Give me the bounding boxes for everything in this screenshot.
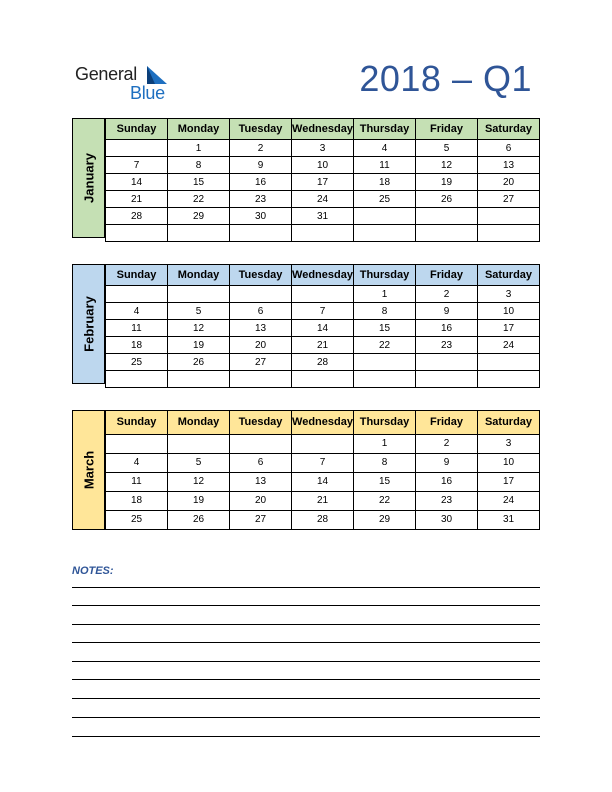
day-cell: 9 [416, 453, 478, 472]
weekday-header-row [106, 411, 540, 435]
day-cell: 28 [292, 510, 354, 529]
day-cell: 4 [106, 303, 168, 320]
note-line [72, 624, 540, 625]
day-cell: 6 [230, 303, 292, 320]
day-cell: 31 [292, 208, 354, 225]
month-block-january [72, 118, 540, 238]
day-cell: 28 [106, 208, 168, 225]
day-cell: 25 [106, 354, 168, 371]
note-line [72, 587, 540, 588]
day-cell: 7 [292, 453, 354, 472]
week-row [106, 320, 540, 337]
day-cell: 15 [168, 174, 230, 191]
day-cell: 17 [478, 472, 540, 491]
day-cell [416, 208, 478, 225]
weekday-header: Thursday [354, 119, 416, 140]
day-cell: 17 [478, 320, 540, 337]
week-row [106, 371, 540, 388]
month-label: February [72, 264, 105, 384]
day-cell [416, 371, 478, 388]
day-cell: 24 [292, 191, 354, 208]
day-cell: 6 [478, 140, 540, 157]
day-cell: 7 [106, 157, 168, 174]
day-cell: 2 [230, 140, 292, 157]
week-row [106, 453, 540, 472]
day-cell [230, 371, 292, 388]
day-cell: 29 [354, 510, 416, 529]
day-cell [478, 208, 540, 225]
note-line [72, 661, 540, 662]
weekday-header-row [106, 119, 540, 140]
day-cell: 8 [168, 157, 230, 174]
weekday-header: Sunday [106, 119, 168, 140]
calendar-table [105, 410, 540, 530]
day-cell: 23 [416, 491, 478, 510]
weekday-header-row [106, 265, 540, 286]
week-row [106, 286, 540, 303]
day-cell: 13 [478, 157, 540, 174]
weekday-header: Monday [168, 265, 230, 286]
day-cell: 17 [292, 174, 354, 191]
day-cell: 26 [168, 354, 230, 371]
note-line [72, 679, 540, 680]
day-cell: 20 [230, 337, 292, 354]
note-line [72, 717, 540, 718]
month-label: January [72, 118, 105, 238]
day-cell [168, 371, 230, 388]
day-cell: 7 [292, 303, 354, 320]
day-cell: 10 [292, 157, 354, 174]
day-cell: 3 [478, 434, 540, 453]
day-cell: 8 [354, 453, 416, 472]
day-cell: 14 [292, 320, 354, 337]
day-cell: 9 [230, 157, 292, 174]
day-cell: 29 [168, 208, 230, 225]
day-cell: 27 [230, 354, 292, 371]
day-cell: 1 [354, 286, 416, 303]
week-row [106, 472, 540, 491]
day-cell [168, 286, 230, 303]
day-cell: 23 [230, 191, 292, 208]
day-cell [168, 225, 230, 242]
day-cell [292, 225, 354, 242]
day-cell: 10 [478, 303, 540, 320]
week-row [106, 434, 540, 453]
week-row [106, 140, 540, 157]
day-cell: 20 [478, 174, 540, 191]
day-cell: 14 [292, 472, 354, 491]
day-cell [478, 371, 540, 388]
day-cell [478, 354, 540, 371]
day-cell: 18 [106, 337, 168, 354]
weekday-header: Friday [416, 265, 478, 286]
weekday-header: Saturday [478, 119, 540, 140]
week-row [106, 157, 540, 174]
day-cell [106, 286, 168, 303]
day-cell: 27 [230, 510, 292, 529]
day-cell: 18 [354, 174, 416, 191]
weekday-header: Tuesday [230, 119, 292, 140]
day-cell: 4 [354, 140, 416, 157]
day-cell: 8 [354, 303, 416, 320]
day-cell: 11 [106, 320, 168, 337]
weekday-header: Sunday [106, 411, 168, 435]
day-cell: 12 [168, 472, 230, 491]
day-cell: 23 [416, 337, 478, 354]
day-cell: 19 [168, 491, 230, 510]
logo-general-text: General [75, 64, 137, 84]
day-cell [354, 225, 416, 242]
day-cell: 14 [106, 174, 168, 191]
day-cell: 1 [168, 140, 230, 157]
day-cell: 16 [230, 174, 292, 191]
day-cell: 22 [168, 191, 230, 208]
weekday-header: Wednesday [292, 411, 354, 435]
weekday-header: Tuesday [230, 265, 292, 286]
day-cell [354, 371, 416, 388]
day-cell: 18 [106, 491, 168, 510]
day-cell [106, 434, 168, 453]
day-cell: 3 [292, 140, 354, 157]
day-cell: 16 [416, 320, 478, 337]
calendar-table [105, 118, 540, 242]
day-cell: 20 [230, 491, 292, 510]
weekday-header: Saturday [478, 411, 540, 435]
day-cell [354, 208, 416, 225]
day-cell: 1 [354, 434, 416, 453]
day-cell: 19 [416, 174, 478, 191]
weekday-header: Monday [168, 119, 230, 140]
day-cell: 10 [478, 453, 540, 472]
day-cell [416, 225, 478, 242]
note-line [72, 698, 540, 699]
day-cell: 13 [230, 320, 292, 337]
day-cell [106, 140, 168, 157]
week-row [106, 510, 540, 529]
week-row [106, 225, 540, 242]
day-cell: 31 [478, 510, 540, 529]
weekday-header: Monday [168, 411, 230, 435]
day-cell: 27 [478, 191, 540, 208]
weekday-header: Sunday [106, 265, 168, 286]
notes-label: NOTES: [72, 565, 114, 577]
note-line [72, 736, 540, 737]
day-cell: 12 [416, 157, 478, 174]
day-cell [230, 286, 292, 303]
day-cell: 22 [354, 337, 416, 354]
day-cell [230, 225, 292, 242]
day-cell [292, 434, 354, 453]
note-line [72, 605, 540, 606]
day-cell: 30 [416, 510, 478, 529]
day-cell: 30 [230, 208, 292, 225]
day-cell: 5 [168, 453, 230, 472]
logo [75, 64, 175, 104]
day-cell: 5 [416, 140, 478, 157]
week-row [106, 337, 540, 354]
day-cell: 3 [478, 286, 540, 303]
weekday-header: Thursday [354, 265, 416, 286]
day-cell: 28 [292, 354, 354, 371]
day-cell [230, 434, 292, 453]
day-cell: 24 [478, 491, 540, 510]
day-cell: 25 [354, 191, 416, 208]
day-cell [168, 434, 230, 453]
day-cell: 11 [354, 157, 416, 174]
day-cell: 22 [354, 491, 416, 510]
week-row [106, 191, 540, 208]
month-block-february [72, 264, 540, 384]
day-cell: 21 [106, 191, 168, 208]
week-row [106, 491, 540, 510]
weekday-header: Tuesday [230, 411, 292, 435]
day-cell: 15 [354, 472, 416, 491]
weekday-header: Saturday [478, 265, 540, 286]
day-cell: 2 [416, 286, 478, 303]
day-cell: 13 [230, 472, 292, 491]
day-cell: 25 [106, 510, 168, 529]
day-cell: 9 [416, 303, 478, 320]
week-row [106, 303, 540, 320]
day-cell [354, 354, 416, 371]
week-row [106, 354, 540, 371]
day-cell [292, 286, 354, 303]
weekday-header: Friday [416, 119, 478, 140]
day-cell: 11 [106, 472, 168, 491]
day-cell: 5 [168, 303, 230, 320]
day-cell: 21 [292, 491, 354, 510]
day-cell [106, 225, 168, 242]
month-block-march [72, 410, 540, 530]
day-cell: 2 [416, 434, 478, 453]
day-cell: 16 [416, 472, 478, 491]
day-cell: 24 [478, 337, 540, 354]
note-line [72, 642, 540, 643]
logo-blue-text: Blue [130, 83, 165, 103]
day-cell [106, 371, 168, 388]
weekday-header: Wednesday [292, 119, 354, 140]
quarter-title: 2018 – Q1 [359, 58, 532, 99]
week-row [106, 208, 540, 225]
month-label: March [72, 410, 105, 530]
weekday-header: Thursday [354, 411, 416, 435]
weekday-header: Friday [416, 411, 478, 435]
day-cell: 26 [416, 191, 478, 208]
calendar-table [105, 264, 540, 388]
day-cell [478, 225, 540, 242]
day-cell: 12 [168, 320, 230, 337]
day-cell: 15 [354, 320, 416, 337]
week-row [106, 174, 540, 191]
day-cell: 21 [292, 337, 354, 354]
day-cell [292, 371, 354, 388]
day-cell: 19 [168, 337, 230, 354]
day-cell: 26 [168, 510, 230, 529]
weekday-header: Wednesday [292, 265, 354, 286]
day-cell [416, 354, 478, 371]
day-cell: 6 [230, 453, 292, 472]
day-cell: 4 [106, 453, 168, 472]
